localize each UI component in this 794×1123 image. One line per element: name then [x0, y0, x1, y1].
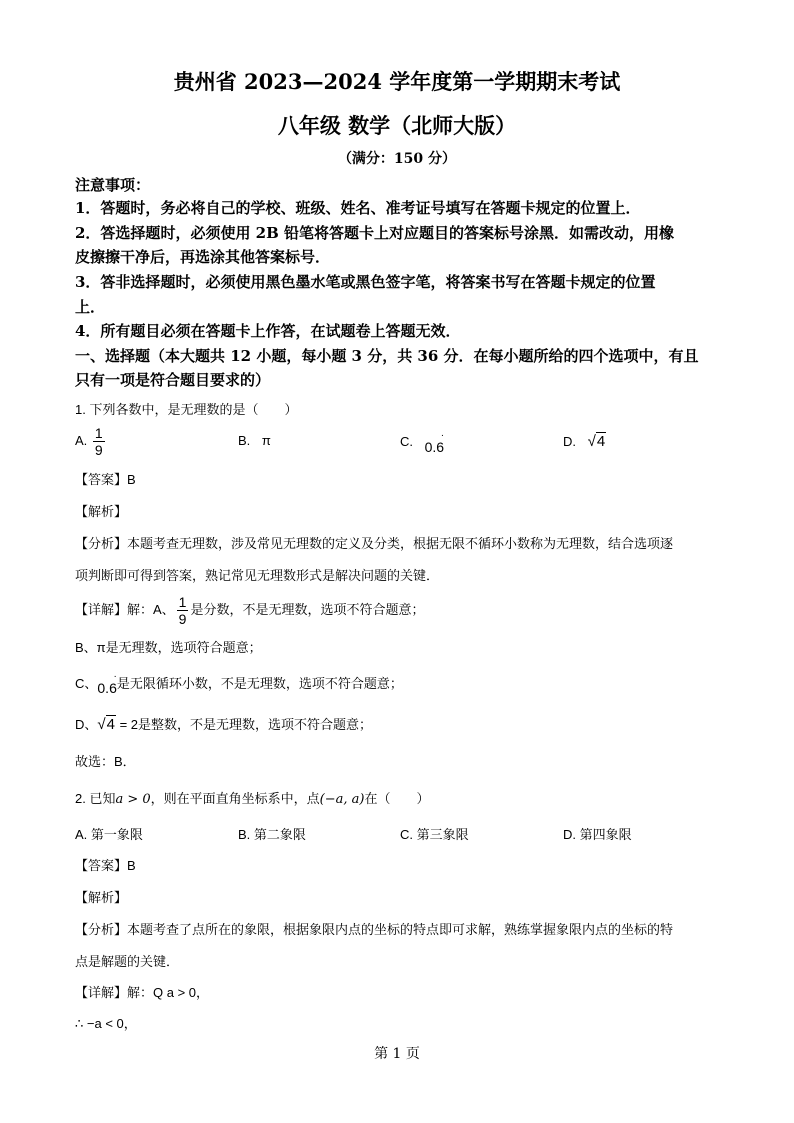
option-label: C.: [400, 434, 413, 449]
sqrt-sign: √: [587, 433, 596, 450]
sqrt-expression: [588, 433, 607, 450]
option-label: D.: [563, 434, 576, 449]
option-label: B.: [238, 433, 251, 448]
stem-text: ，则在平面直角坐标系中，点: [150, 791, 320, 806]
decimal-value: 0.6: [424, 439, 445, 455]
q2-option-a: A. 第一象限: [75, 827, 143, 842]
detail-head: D、: [75, 717, 98, 732]
section-heading: 一、选择题（本大题共 12 小题，每小题 3 分，共 36 分．在每小题所给的四个选项中，有且: [75, 347, 699, 365]
notice-item: 2．答选择题时，必须使用 2B 铅笔将答题卡上对应题目的答案标号涂黑．如需改动，用橡: [75, 224, 675, 242]
q2-option-c: C. 第三象限: [400, 827, 469, 842]
q1-detail-a: [75, 594, 424, 627]
question-2-stem: [75, 788, 430, 807]
detail-text: 是分数，不是无理数，选项不符合题意；: [190, 601, 425, 617]
score-note: （满分：150 分）: [337, 151, 457, 167]
fraction: [93, 425, 105, 458]
exam-title: 贵州省 2023—2024 学年度第一学期期末考试: [173, 69, 621, 94]
equation-text: = 2: [115, 717, 139, 732]
q2-detail: 【详解】解：Q a > 0，: [75, 985, 209, 1000]
notice-item: 皮擦擦干净后，再选涂其他答案标号．: [75, 248, 331, 266]
page-number: 第 1 页: [374, 1046, 420, 1062]
q2-analysis: 【分析】本题考查了点所在的象限，根据象限内点的坐标的特点即可求解，熟练掌握象限内点的坐标的特: [75, 922, 674, 937]
radicand: 4: [106, 716, 115, 733]
q2-option-b: B. 第二象限: [238, 827, 306, 842]
section-heading-cont: 只有一项是符合题目要求的）: [75, 371, 271, 389]
exam-subtitle: 八年级 数学（北师大版）: [277, 113, 517, 138]
denominator: 9: [178, 611, 187, 627]
detail-head: C、: [75, 676, 98, 691]
stem-text: 2. 已知: [75, 791, 116, 806]
q2-answer: 【答案】B: [75, 858, 136, 873]
notice-heading: 注意事项：: [75, 176, 151, 194]
repeat-dot: ·: [113, 671, 117, 682]
q1-detail-b: B、π是无理数，选项符合题意；: [75, 640, 262, 655]
q1-conclusion: 故选：B．: [75, 754, 136, 769]
repeat-dot: ·: [440, 430, 445, 441]
q1-answer: 【答案】B: [75, 472, 136, 487]
detail-text: 是整数，不是无理数，选项不符合题意；: [138, 717, 373, 732]
notice-item: 3．答非选择题时，必须使用黑色墨水笔或黑色签字笔，将答案书写在答题卡规定的位置: [75, 273, 656, 291]
repeating-decimal: [97, 671, 117, 696]
q2-detail-cont: ∴ −a < 0，: [75, 1016, 137, 1031]
fraction: [177, 594, 189, 627]
q1-option-a: [75, 425, 107, 458]
q2-analysis-head: 【解析】: [75, 890, 128, 905]
q1-analysis-cont: 项判断即可得到答案，熟记常见无理数形式是解决问题的关键．: [75, 568, 440, 583]
q1-option-c: [400, 430, 445, 455]
q2-option-d: D. 第四象限: [563, 827, 632, 842]
math-condition: a > 0: [115, 792, 151, 807]
decimal-value: 0.6: [97, 680, 117, 696]
option-value: π: [261, 433, 271, 448]
detail-head: 【详解】解：A、: [75, 601, 175, 617]
notice-item: 4．所有题目必须在答题卡上作答，在试题卷上答题无效．: [75, 322, 461, 340]
notice-item: 1．答题时，务必将自己的学校、班级、姓名、准考证号填写在答题卡规定的位置上．: [75, 199, 641, 217]
q1-detail-c: [75, 671, 403, 696]
option-label: A.: [75, 432, 88, 448]
sqrt-sign: √: [97, 716, 106, 733]
notice-item: 上．: [75, 298, 106, 316]
q1-option-d: [563, 433, 606, 450]
q1-analysis: 【分析】本题考查无理数，涉及常见无理数的定义及分类，根据无限不循环小数称为无理数，结合选项逐: [75, 536, 674, 551]
repeating-decimal: [424, 430, 445, 455]
q2-analysis-cont: 点是解题的关键．: [75, 954, 180, 969]
numerator: 1: [94, 425, 103, 441]
stem-text: 在（ ）: [364, 791, 430, 806]
q1-detail-d: [75, 714, 372, 733]
denominator: 9: [94, 442, 103, 458]
math-point: (−a, a): [319, 792, 365, 807]
detail-text: 是无限循环小数，不是无理数，选项不符合题意；: [116, 676, 403, 691]
sqrt-expression: [97, 716, 116, 733]
q1-analysis-head: 【解析】: [75, 504, 128, 519]
q1-option-b: [238, 433, 271, 448]
numerator: 1: [178, 594, 187, 610]
radicand: 4: [596, 433, 606, 450]
question-1-stem: 1. 下列各数中，是无理数的是（ ）: [75, 402, 298, 417]
